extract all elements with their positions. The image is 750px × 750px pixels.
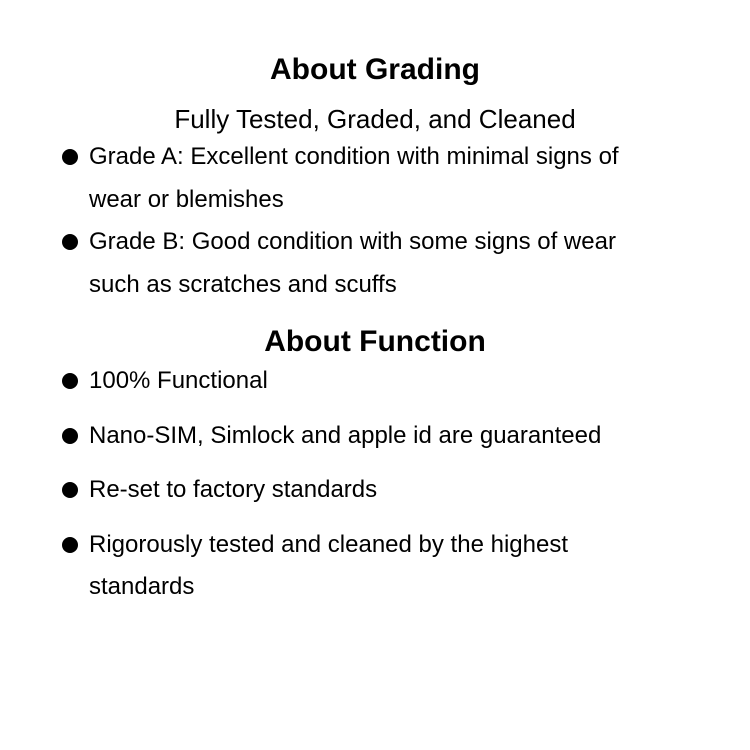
- function-list-item: [62, 360, 634, 403]
- function-list-item: [62, 415, 634, 458]
- function-item-text: Re-set to factory standards: [89, 476, 378, 503]
- grading-item-text: Grade A: Excellent condition with minimal signs of wear or blemishes: [89, 143, 619, 213]
- grading-subtitle: Fully Tested, Graded, and Cleaned: [174, 104, 576, 134]
- function-item-text: Rigorously tested and cleaned by the highest standards: [89, 530, 568, 600]
- function-list-item: [62, 524, 634, 609]
- grading-section-title: About Grading: [270, 53, 480, 86]
- function-list-item: [62, 469, 634, 512]
- function-item-text: 100% Functional: [89, 367, 268, 394]
- grading-list-item: [62, 136, 634, 221]
- grading-list: [0, 136, 750, 306]
- bullet-icon: [62, 482, 78, 498]
- function-item-text: Nano-SIM, Simlock and apple id are guaranteed: [89, 421, 602, 449]
- bullet-icon: [62, 373, 78, 389]
- grading-list-item: [62, 221, 634, 306]
- function-list: [0, 360, 750, 609]
- function-section-title: About Function: [264, 325, 486, 358]
- grading-item-text: Grade B: Good condition with some signs of wear such as scratches and scuffs: [89, 228, 616, 298]
- bullet-icon: [62, 537, 78, 553]
- bullet-icon: [62, 149, 78, 165]
- bullet-icon: [62, 234, 78, 250]
- bullet-icon: [62, 428, 78, 444]
